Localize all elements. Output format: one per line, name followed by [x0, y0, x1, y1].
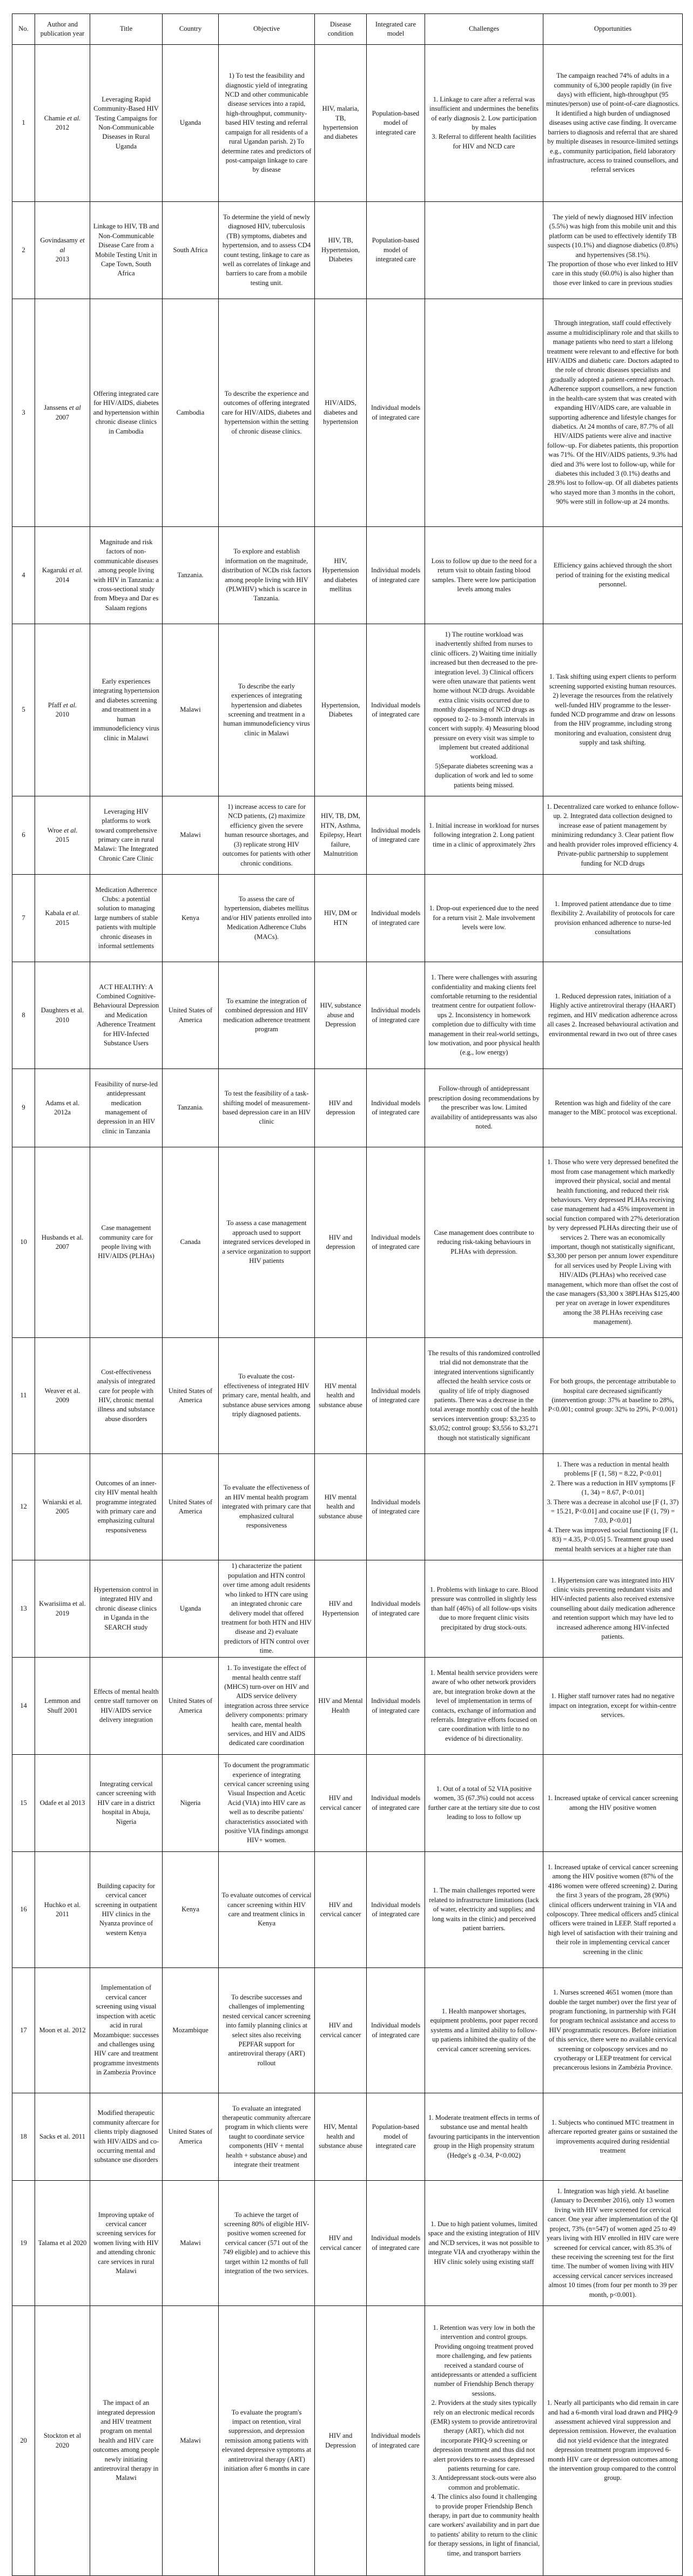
- table-row: [12, 624, 683, 796]
- header-author: Author and publication year: [35, 14, 90, 45]
- cell-opportunities: 1. Higher staff turnover rates had no negative impact on integration, except for within-centre services.: [543, 1658, 683, 1755]
- header-objective: Objective: [219, 14, 315, 45]
- cell-model: Individual models of integrated care: [367, 299, 425, 527]
- cell-challenges: [425, 624, 543, 796]
- cell-opportunities: 1. Those who were very depressed benefited the most from case management which markedly improved their physical, social and mental health functioning, and reduced their risk behaviours. Very depressed PLHAs receiving case management had a 45% improvement in social function compared with 27% deterioration by very depressed PLHAs directing their use of services 2. There was an economically important, though not statistically significant, $3,300 per person per annum lower expenditure for all services used by People Living with HIV/AIDs (PLHAs) who received case management, which more than offset the cost of the case managers ($3,300 x 38PLHAs $125,400 per year on average in lower expenditures among the 38 PLHAs receiving case management).: [543, 1147, 683, 1338]
- cell-author: Huchko et al. 2011: [35, 1852, 90, 1968]
- author-etal: et al.: [66, 909, 80, 917]
- cell-no: 15: [12, 1755, 35, 1852]
- cell-disease: HIV and depression: [315, 1147, 367, 1338]
- cell-title: Medication Adherence Clubs: a potential solution to managing large numbers of stable patients with multiple chronic diseases in informal settlements: [90, 875, 163, 962]
- cell-author: Odafe et al 2013: [35, 1755, 90, 1852]
- cell-objective: To assess a case management approach used to support integrated services developed in a service organization to support HIV patients: [219, 1147, 315, 1338]
- cell-model: Individual models of integrated care: [367, 624, 425, 796]
- cell-author: Talama et al 2020: [35, 2181, 90, 2306]
- opportunities-line: The proportion of those who ever linked to HIV care in this study (60.0%) is also higher than those ever linked to care in previous studies: [547, 260, 678, 287]
- cell-author: Sacks et al. 2011: [35, 2093, 90, 2181]
- author-name: Kabala: [45, 909, 65, 917]
- cell-no: 17: [12, 1968, 35, 2093]
- cell-model: Individual models of integrated care: [367, 1147, 425, 1338]
- cell-country: United States of America: [163, 2093, 219, 2181]
- cell-opportunities: 1. Task shifting using expert clients to perform screening supported existing human resources. 2) leverage the resources from the relatively well-funded HIV programme to the lesser-funded NCD programme and draw on lessons from the HIV programme, including strong monitoring and evaluation, consistent drug supply and task shifting.: [543, 624, 683, 796]
- cell-disease: HIV, malaria, TB, hypertension and diabetes: [315, 45, 367, 202]
- cell-country: Malawi: [163, 2306, 219, 2576]
- cell-country: Malawi: [163, 796, 219, 875]
- cell-objective: To achieve the target of screening 80% of eligible HIV-positive women screened for cervical cancer (571 out of the 749 eligible) and to achieve this target within 12 months of full integration of the two services.: [219, 2181, 315, 2306]
- cell-author: Moon et al. 2012: [35, 1968, 90, 2093]
- header-model: Integrated care model: [367, 14, 425, 45]
- cell-model: Individual models of integrated care: [367, 527, 425, 624]
- table-header-row: [12, 14, 683, 45]
- cell-model: Population-based model of integrated care: [367, 2093, 425, 2181]
- cell-country: United States of America: [163, 1454, 219, 1560]
- cell-country: Nigeria: [163, 1755, 219, 1852]
- table-row: [12, 2306, 683, 2576]
- cell-opportunities: 1. Increased uptake of cervical cancer screening among the HIV positive women: [543, 1755, 683, 1852]
- cell-country: Mozambique: [163, 1968, 219, 2093]
- table-row: [12, 45, 683, 202]
- cell-country: Tanzania.: [163, 1069, 219, 1147]
- cell-country: United States of America: [163, 1658, 219, 1755]
- cell-title: Leveraging HIV platforms to work toward comprehensive primary care in rural Malawi: The Integrated Chronic Care Clinic: [90, 796, 163, 875]
- cell-objective: To evaluate outcomes of cervical cancer screening within HIV care and treatment clinics in Kenya: [219, 1852, 315, 1968]
- cell-objective: To assess the care of hypertension, diabetes mellitus and/or HIV patients enrolled into Medication Adherence Clubs (MACs).: [219, 875, 315, 962]
- header-country: Country: [163, 14, 219, 45]
- cell-challenges: 1. Problems with linkage to care. Blood pressure was controlled in slightly less than half (46%) of all follow-ups visits due to more frequent clinic visits precipitated by drug stock-outs.: [425, 1560, 543, 1658]
- cell-title: Implementation of cervical cancer screening using visual inspection with acetic acid in rural Mozambique: successes and challenges using HIV care and treatment programme investments in Zambezia Province: [90, 1968, 163, 2093]
- cell-disease: HIV mental health and substance abuse: [315, 1454, 367, 1560]
- cell-challenges: The results of this randomized controlled trial did not demonstrate that the integrated interventions significantly affected the health service costs or quality of life of triply diagnosed patients. There was a decrease in the total average monthly cost of the health services intervention group: $3,235 to $3,052; control group: $3,556 to $3,271 though not statistically significant: [425, 1338, 543, 1454]
- cell-challenges: 1. Due to high patient volumes, limited space and the existing integration of HIV and NCD services, it was not possible to integrate VIA and cryotherapy within the HIV clinic solely using existing staff: [425, 2181, 543, 2306]
- cell-model: Individual models of integrated care: [367, 1338, 425, 1454]
- cell-author: [35, 45, 90, 202]
- cell-challenges: 1. Drop-out experienced due to the need for a return visit 2. Male involvement levels were low.: [425, 875, 543, 962]
- cell-challenges: 1. Health manpower shortages, equipment problems, poor paper record systems and a limited ability to follow-up patients inhibited the quality of the cervical cancer screening services.: [425, 1968, 543, 2093]
- cell-disease: Hypertension, Diabetes: [315, 624, 367, 796]
- cell-model: Population-based model of integrated care: [367, 202, 425, 299]
- cell-opportunities: The campaign reached 74% of adults in a community of 6,300 people rapidly (in five days) with efficient, high-throughput (95 minutes/person) use of point-of-care diagnostics. It identified a high burden of undiagnosed diseases using active case finding. It overcame barriers to diagnosis and referral that are shared by multiple diseases in resource-limited settings e.g., community participation, field laboratory infrastructure, access to trained counsellors, and referral services: [543, 45, 683, 202]
- header-title: Title: [90, 14, 163, 45]
- cell-author: Husbands et al. 2007: [35, 1147, 90, 1338]
- cell-disease: HIV and depression: [315, 1069, 367, 1147]
- cell-challenges: [425, 202, 543, 299]
- challenges-line: 1) The routine workload was inadvertently shifted from nurses to clinic officers. 2) Waiting time initially increased but then decreased to the pre-integration level. 3) Clinical officers were often unaware that patients went home without NCD drugs. Avoidable extra clinic visits occurred due to monthly dispensing of NCD drugs as opposed to 2- to 3-month intervals in concert with supply. 4) Measuring blood pressure on every visit was simple to implement but created additional workload.: [428, 631, 540, 761]
- cell-country: Kenya: [163, 1852, 219, 1968]
- header-no: No.: [12, 14, 35, 45]
- cell-author: Lemmon and Shuff 2001: [35, 1658, 90, 1755]
- cell-country: Tanzania.: [163, 527, 219, 624]
- cell-no: 19: [12, 2181, 35, 2306]
- cell-disease: HIV mental health and substance abuse: [315, 1338, 367, 1454]
- cell-title: The impact of an integrated depression and HIV treatment program on mental health and HIV care outcomes among people newly initiating antiretroviral therapy in Malawi: [90, 2306, 163, 2576]
- cell-opportunities: 1. Subjects who continued MTC treatment in aftercare reported greater gains or sustained the improvements acquired during residential treatment: [543, 2093, 683, 2181]
- cell-title: Case management community care for people living with HIV/AIDS (PLHAs): [90, 1147, 163, 1338]
- cell-no: 12: [12, 1454, 35, 1560]
- cell-objective: To evaluate the cost-effectiveness of integrated HIV primary care, mental health, and substance abuse services among triply diagnosed patients.: [219, 1338, 315, 1454]
- cell-disease: HIV and cervical cancer: [315, 2181, 367, 2306]
- author-etal: et al.: [67, 114, 81, 122]
- cell-opportunities: 1. Decentralized care worked to enhance follow-up. 2. Integrated data collection designed to increase ease of patient management by minimizing redundancy 3. Clear patient flow and health provider roles improved efficiency 4. Private-public partnership to supplement funding for NCD drugs: [543, 796, 683, 875]
- table-row: [12, 2093, 683, 2181]
- cell-opportunities: 1. Reduced depression rates, initiation of a Highly active antiretroviral therapy (HAART) regimen, and HIV medication adherence across all cases 2. Increased behavioural activation and environmental reward in two out of three cases: [543, 962, 683, 1069]
- cell-challenges: 1. Out of a total of 52 VIA positive women, 35 (67.3%) could not access further care at the tertiary site due to cost leading to loss to follow up: [425, 1755, 543, 1852]
- cell-opportunities: Through integration, staff could effectively assume a multidisciplinary role and that skills to manage patients who need to start a lifelong treatment were relevant to and effective for both HIV/AIDS and diabetic care. Doctors adapted to the role of chronic diseases specialists and gradually adopted a patient-centred approach. Adherence support counsellors, a new function in the health-care system that was created with expanding HIV/AIDS care, are valuable in supporting adherence and lifestyle changes for diabetics. At 24 months of care, 87.7% of all HIV/AIDS patients were alive and inactive follow–up. For diabetes patients, this proportion was 71%. Of the HIV/AIDS patients, 9.3% had died and 3% were lost to follow-up, while for diabetes this included 3 (0.1%) deaths and 28.9% lost to follow-up. Of all diabetes patients who stayed more than 3 months in the cohort, 90% were still in follow-up at 24 months.: [543, 299, 683, 527]
- cell-challenges: [425, 1454, 543, 1560]
- studies-table: [12, 13, 683, 2576]
- opportunities-line: 4. There was improved social functioning [F (1, 83) = 4.35, P<0.05] 5. Treatment group used mental health services at a higher rate than: [548, 1526, 678, 1553]
- cell-objective: To evaluate the effectiveness of an HIV mental health program integrated with primary care that emphasized cultural responsiveness: [219, 1454, 315, 1560]
- cell-disease: HIV/AIDS, diabetes and hypertension: [315, 299, 367, 527]
- cell-author: Adams et al. 2012a: [35, 1069, 90, 1147]
- author-name: Chamie: [44, 114, 65, 122]
- cell-challenges: 1. Mental health service providers were aware of who other network providers are, but integration broke down at the level of implementation in terms of contacts, exchange of information and referrals. Integrative efforts focused on care coordination with little to no evidence of bi directionality.: [425, 1658, 543, 1755]
- cell-title: Outcomes of an inner-city HIV mental health programme integrated with primary care and emphasizing cultural responsiveness: [90, 1454, 163, 1560]
- cell-opportunities: 1. Improved patient attendance due to time flexibility 2. Availability of protocols for care provision enhanced adherence to nurse-led consultations: [543, 875, 683, 962]
- cell-title: ACT HEALTHY: A Combined Cognitive-Behavioural Depression and Medication Adherence Treatment for HIV-Infected Substance Users: [90, 962, 163, 1069]
- cell-disease: HIV, Hypertension and diabetes mellitus: [315, 527, 367, 624]
- opportunities-line: 2. There was a reduction in HIV symptoms [F (1, 34) = 8.67, P<0.01]: [550, 1479, 676, 1497]
- cell-objective: 1) To test the feasibility and diagnostic yield of integrating NCD and other communicable disease services into a rapid, high-throughput, community-based HIV testing and referral campaign for all residents of a rural Ugandan parish. 2) To determine rates and predictors of post-campaign linkage to care by disease: [219, 45, 315, 202]
- cell-model: Individual models of integrated care: [367, 1454, 425, 1560]
- cell-disease: HIV and cervical cancer: [315, 1852, 367, 1968]
- header-opportunities: Opportunities: [543, 14, 683, 45]
- cell-disease: HIV and Mental Health: [315, 1658, 367, 1755]
- cell-author: [35, 875, 90, 962]
- cell-objective: 1) characterize the patient population and HTN control over time among adult residents who linked to HTN care using an integrated chronic care delivery model that offered treatment for both HTN and HIV disease and 2) evaluate predictors of HTN control over time.: [219, 1560, 315, 1658]
- cell-author: [35, 202, 90, 299]
- table-row: [12, 796, 683, 875]
- author-year: 2015: [55, 918, 70, 927]
- cell-no: 2: [12, 202, 35, 299]
- cell-author: Weaver et al. 2009: [35, 1338, 90, 1454]
- cell-model: Individual models of integrated care: [367, 875, 425, 962]
- cell-opportunities: 1. Integration was high yield. At baseline (January to December 2016), only 13 women living with HIV were screened for cervical cancer. One year after implementation of the QI project, 73% (n=547) of women aged 25 to 49 years living with HIV enrolled in HIV care were screened for cervical cancer, with 85.3% of these receiving the screening test for the first time. The number of women living with HIV accessing cervical cancer services increased almost 10 times (from four per month to 39 per month, p<0.001).: [543, 2181, 683, 2306]
- cell-challenges: [425, 299, 543, 527]
- challenges-line: 1. Retention was very low in both the intervention and control groups. Providing ongoing treatment proved more challenging, and few patients received a standard course of antidepressants or attended a sufficient number of Friendship Bench therapy sessions.: [431, 2323, 537, 2397]
- cell-title: Feasibility of nurse-led antidepressant medication management of depression in an HIV clinic in Tanzania: [90, 1069, 163, 1147]
- challenges-line: 4. The clinics also found it challenging to provide proper Friendship Bench therapy, in part due to community health care workers' availability and in part due to patients' ability to return to the clinic for therapy sessions, in light of financial, time, and transport barriers: [428, 2493, 540, 2557]
- cell-no: 7: [12, 875, 35, 962]
- table-row: [12, 1968, 683, 2093]
- cell-opportunities: [543, 1454, 683, 1560]
- cell-disease: HIV and Depression: [315, 2306, 367, 2576]
- table-row: [12, 1338, 683, 1454]
- cell-objective: To examine the integration of combined depression and HIV medication adherence treatment program: [219, 962, 315, 1069]
- cell-challenges: Loss to follow up due to the need for a return visit to obtain fasting blood samples. There were low participation levels among males: [425, 527, 543, 624]
- cell-disease: HIV and Hypertension: [315, 1560, 367, 1658]
- author-name: Kagaruki: [42, 566, 68, 574]
- cell-no: 5: [12, 624, 35, 796]
- opportunities-line: 1. There was a reduction in mental health problems [F (1, 58) = 8.22, P<0.01]: [556, 1460, 669, 1478]
- table-row: [12, 1755, 683, 1852]
- cell-title: Modified therapeutic community aftercare for clients triply diagnosed with HIV/AIDS and co-occurring mental and substance use disorders: [90, 2093, 163, 2181]
- author-year: 2015: [55, 836, 70, 843]
- cell-title: Integrating cervical cancer screening with HIV care in a district hospital in Abuja, Nigeria: [90, 1755, 163, 1852]
- cell-title: Magnitude and risk factors of non-communicable diseases among people living with HIV in Tanzania: a cross-sectional study from Mbeya and Dar es Salaam regions: [90, 527, 163, 624]
- table-body: [12, 45, 683, 2576]
- cell-title: Leveraging Rapid Community-Based HIV Testing Campaigns for Non-Communicable Diseases in Rural Uganda: [90, 45, 163, 202]
- author-name: Wroe: [47, 826, 63, 834]
- author-year: 2013: [55, 255, 70, 263]
- table-row: [12, 1560, 683, 1658]
- cell-model: Individual models of integrated care: [367, 1852, 425, 1968]
- cell-no: 4: [12, 527, 35, 624]
- cell-author: Kwarisiima et al. 2019: [35, 1560, 90, 1658]
- cell-author: [35, 527, 90, 624]
- cell-country: Cambodia: [163, 299, 219, 527]
- cell-objective: To test the feasibility of a task-shifting model of measurement-based depression care in an HIV clinic: [219, 1069, 315, 1147]
- cell-author: Daughters et al. 2010: [35, 962, 90, 1069]
- cell-opportunities: 1. Increased uptake of cervical cancer screening among the HIV positive women (87% of the 4186 women were offered screening) 2. During the first 3 years of the program, 28 (90%) clinical officers underwent training in VIA and colposcopy. Three medical officers and5 clinical officers were trained in LEEP. Staff reported a high level of satisfaction with their training and their role in implementing cervical cancer screening in the clinic: [543, 1852, 683, 1968]
- cell-objective: To describe the experience and outcomes of offering integrated care for HIV/AIDS, diabetes and hypertension within the setting of chronic disease clinics.: [219, 299, 315, 527]
- cell-objective: To document the programmatic experience of integrating cervical cancer screening using Visual Inspection and Acetic Acid (VIA) into HIV care as well as to describe patients' characteristics associated with positive VIA findings amongst HIV+ women.: [219, 1755, 315, 1852]
- cell-country: South Africa: [163, 202, 219, 299]
- cell-model: Individual models of integrated care: [367, 1069, 425, 1147]
- cell-objective: To determine the yield of newly diagnosed HIV, tuberculosis (TB) symptoms, diabetes and hypertension, and to assess CD4 count testing, linkage to care as well as correlates of linkage and barriers to care from a mobile testing unit.: [219, 202, 315, 299]
- cell-country: Malawi: [163, 624, 219, 796]
- cell-model: Individual models of integrated care: [367, 2181, 425, 2306]
- cell-country: Malawi: [163, 2181, 219, 2306]
- cell-objective: To describe the early experiences of integrating hypertension and diabetes screening and treatment in a human immunodeficiency virus clinic in Malawi: [219, 624, 315, 796]
- header-challenges: Challenges: [425, 14, 543, 45]
- cell-challenges: 1. The main challenges reported were related to infrastructure limitations (lack of water, electricity and supplies; and long waits in the clinic) and perceived patient barriers.: [425, 1852, 543, 1968]
- cell-opportunities: 1. Nurses screened 4651 women (more than double the target number) over the first year of program functioning, in partnership with FGH for program technical assistance and access to HIV programmatic resources. Before initiation of this service, there were no available cervical screening or colposcopy services and no cryotherapy or LEEP treatment for cervical precancerous lesions in Zambézia Province.: [543, 1968, 683, 2093]
- cell-model: Individual models of integrated care: [367, 962, 425, 1069]
- table-row: [12, 299, 683, 527]
- cell-model: Individual models of integrated care: [367, 796, 425, 875]
- cell-no: 3: [12, 299, 35, 527]
- cell-model: Individual models of integrated care: [367, 1968, 425, 2093]
- table-row: [12, 527, 683, 624]
- cell-model: Individual models of integrated care: [367, 2306, 425, 2576]
- table-row: [12, 1147, 683, 1338]
- author-etal: et al.: [69, 566, 83, 574]
- cell-no: 13: [12, 1560, 35, 1658]
- cell-challenges: 1. Initial increase in workload for nurses following integration 2. Long patient time in a clinic of approximately 2hrs: [425, 796, 543, 875]
- cell-no: 14: [12, 1658, 35, 1755]
- challenges-line: 2. Providers at the study sites typically rely on an electronic medical records (EMR) system to provide antiretroviral therapy (ART), which did not incorporate PHQ-9 screening or depression treatment and thus did not alert providers to re-assess depressed patients returning for care.: [430, 2399, 537, 2473]
- cell-no: 8: [12, 962, 35, 1069]
- table-row: [12, 1069, 683, 1147]
- cell-title: Effects of mental health centre staff turnover on HIV/AIDS service delivery integration: [90, 1658, 163, 1755]
- author-etal: et al: [59, 236, 85, 254]
- challenges-line: 5)Separate diabetes screening was a duplication of work and led to some patients being missed.: [435, 762, 533, 789]
- cell-disease: HIV, TB, DM, HTN, Asthma, Epilepsy, Heart failure, Malnutrition: [315, 796, 367, 875]
- cell-challenges: [425, 2306, 543, 2576]
- author-etal: et al.: [63, 701, 77, 709]
- challenges-line: 3. Referral to different health facilities for HIV and NCD care: [432, 133, 536, 150]
- author-name: Janssens: [44, 404, 68, 412]
- cell-author: [35, 796, 90, 875]
- cell-model: Individual models of integrated care: [367, 1658, 425, 1755]
- cell-country: United States of America: [163, 962, 219, 1069]
- opportunities-line: 3. There was a decrease in alcohol use [F (1, 37) = 15.21, P<0.01] and cocaine use [F (1, 79) = 7.03, P<0.01]: [547, 1498, 679, 1525]
- cell-country: Uganda: [163, 45, 219, 202]
- cell-disease: HIV, DM or HTN: [315, 875, 367, 962]
- cell-author: Stockton et al 2020: [35, 2306, 90, 2576]
- challenges-line: 3. Antidepressant stock-outs were also common and problematic.: [432, 2474, 536, 2491]
- opportunities-line: The yield of newly diagnosed HIV infection (5.5%) was high from this mobile unit and this platform can be used to effectively identify TB suspects (10.1%) and diagnose diabetics (0.8%) and hypertensives (58.1%).: [548, 213, 678, 259]
- cell-opportunities: Efficiency gains achieved through the short period of training for the existing medical personnel.: [543, 527, 683, 624]
- cell-no: 20: [12, 2306, 35, 2576]
- cell-country: Canada: [163, 1147, 219, 1338]
- cell-no: 1: [12, 45, 35, 202]
- cell-disease: HIV, Mental health and substance abuse: [315, 2093, 367, 2181]
- cell-no: 11: [12, 1338, 35, 1454]
- author-name: Pfaff: [48, 701, 62, 709]
- cell-no: 18: [12, 2093, 35, 2181]
- author-etal: et al: [69, 404, 81, 412]
- challenges-line: 1. Linkage to care after a referral was insufficient and undermines the benefits of early diagnosis 2. Low participation by males: [429, 95, 539, 131]
- cell-title: Offering integrated care for HIV/AIDS, diabetes and hypertension within chronic disease clinics in Cambodia: [90, 299, 163, 527]
- cell-challenges: Follow-through of antidepressant prescription dosing recommendations by the prescriber was low. Limited availability of antidepressants was also noted.: [425, 1069, 543, 1147]
- table-row: [12, 962, 683, 1069]
- author-year: 2010: [55, 711, 70, 718]
- cell-challenges: 1. Moderate treatment effects in terms of substance use and mental health favouring participants in the intervention group in the High propensity stratum (Hedge's g -0.34, P<0.002): [425, 2093, 543, 2181]
- cell-title: Linkage to HIV, TB and Non-Communicable Disease Care from a Mobile Testing Unit in Cape Town, South Africa: [90, 202, 163, 299]
- header-disease: Disease condition: [315, 14, 367, 45]
- cell-no: 10: [12, 1147, 35, 1338]
- cell-opportunities: [543, 202, 683, 299]
- table-row: [12, 1852, 683, 1968]
- cell-challenges: 1. There were challenges with assuring confidentiality and making clients feel comfortable returning to the residential treatment centre for outpatient follow-ups 2. Inconsistency in homework completion due to difficulty with time management in their real-world settings, low motivation, and poor physical health (e.g., low energy): [425, 962, 543, 1069]
- author-name: Govindasamy: [40, 236, 78, 245]
- cell-country: United States of America: [163, 1338, 219, 1454]
- cell-objective: To evaluate an integrated therapeutic community aftercare program in which clients were taught to coordinate service components (HIV + mental health + substance abuse) and integrate their treatment: [219, 2093, 315, 2181]
- cell-objective: To explore and establish information on the magnitude, distribution of NCDs risk factors among people living with HIV (PLWHIV) which is scarce in Tanzania.: [219, 527, 315, 624]
- cell-title: Improving uptake of cervical cancer screening services for women living with HIV and attending chronic care services in rural Malawi: [90, 2181, 163, 2306]
- cell-model: Individual models of integrated care: [367, 1755, 425, 1852]
- cell-opportunities: Retention was high and fidelity of the care manager to the MBC protocol was exceptional.: [543, 1069, 683, 1147]
- cell-objective: 1) increase access to care for NCD patients, (2) maximize efficiency given the severe human resource shortages, and (3) replicate strong HIV outcomes for patients with other chronic conditions.: [219, 796, 315, 875]
- author-etal: et al.: [64, 826, 78, 834]
- cell-opportunities: 1. Hypertension care was integrated into HIV clinic visits preventing redundant visits and HIV-infected patients also received extensive counselling about daily medication adherence and retention support which may have led to increased adherence among HIV-infected patients.: [543, 1560, 683, 1658]
- cell-objective: 1. To investigate the effect of mental health centre staff (MHCS) turn-over on HIV and AIDS service delivery integration across three service delivery components: primary health care, mental health services, and HIV and AIDS dedicated care coordination: [219, 1658, 315, 1755]
- cell-no: 9: [12, 1069, 35, 1147]
- cell-no: 16: [12, 1852, 35, 1968]
- cell-model: Population-based model of integrated care: [367, 45, 425, 202]
- cell-disease: HIV and cervical cancer: [315, 1968, 367, 2093]
- cell-country: Uganda: [163, 1560, 219, 1658]
- table-row: [12, 2181, 683, 2306]
- cell-model: Individual models of integrated care: [367, 1560, 425, 1658]
- table-row: [12, 202, 683, 299]
- cell-opportunities: 1. Nearly all participants who did remain in care and had a 6-month viral load drawn and PHQ-9 assessment achieved viral suppression and depression remission. However, the evaluation did not yield evidence that the integrated depression treatment program improved 6-month HIV care or depression outcomes among the intervention group compared to the control group.: [543, 2306, 683, 2576]
- cell-disease: HIV, substance abuse and Depression: [315, 962, 367, 1069]
- cell-title: Early experiences integrating hypertension and diabetes screening and treatment in a human immunodeficiency virus clinic in Malawi: [90, 624, 163, 796]
- cell-author: [35, 299, 90, 527]
- cell-author: Wniarski et al. 2005: [35, 1454, 90, 1560]
- cell-title: Building capacity for cervical cancer screening in outpatient HIV clinics in the Nyanza province of western Kenya: [90, 1852, 163, 1968]
- cell-title: Hypertension control in integrated HIV and chronic disease clinics in Uganda in the SEARCH study: [90, 1560, 163, 1658]
- cell-author: [35, 624, 90, 796]
- cell-disease: HIV and cervical cancer: [315, 1755, 367, 1852]
- cell-no: 6: [12, 796, 35, 875]
- table-row: [12, 1454, 683, 1560]
- cell-challenges: [425, 45, 543, 202]
- table-row: [12, 875, 683, 962]
- table-row: [12, 1658, 683, 1755]
- author-year: 2007: [55, 413, 70, 421]
- cell-objective: To describe successes and challenges of implementing nested cervical cancer screening into family planning clinics at select sites also receiving PEPFAR support for antiretroviral therapy (ART) rollout: [219, 1968, 315, 2093]
- cell-title: Cost-effectiveness analysis of integrated care for people with HIV, chronic mental illness and substance abuse disorders: [90, 1338, 163, 1454]
- author-year: 2014: [55, 576, 70, 584]
- cell-objective: To evaluate the program's impact on retention, viral suppression, and depression remission among patients with elevated depressive symptoms at antiretroviral therapy (ART) initiation after 6 months in care: [219, 2306, 315, 2576]
- author-year: 2012: [55, 124, 70, 131]
- cell-country: Kenya: [163, 875, 219, 962]
- cell-challenges: Case management does contribute to reducing risk-taking behaviours in PLHAs with depression.: [425, 1147, 543, 1338]
- cell-disease: HIV, TB, Hypertension, Diabetes: [315, 202, 367, 299]
- cell-opportunities: For both groups, the percentage attributable to hospital care decreased significantly (intervention group: 37% at baseline to 28%, P<0.001; control group: 32% to 29%, P<0.001): [543, 1338, 683, 1454]
